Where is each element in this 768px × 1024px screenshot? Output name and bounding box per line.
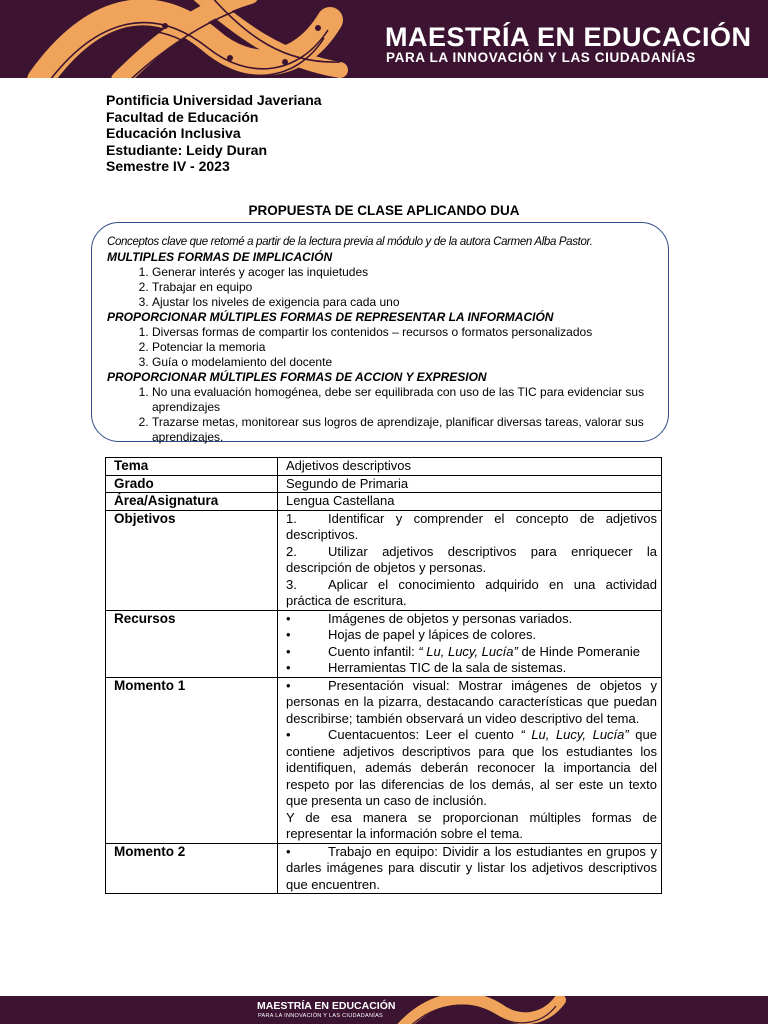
lesson-plan-table (105, 457, 662, 894)
section-heading: MULTIPLES FORMAS DE IMPLICACIÓN (107, 250, 333, 264)
list-item: 2. Potenciar la memoria (152, 340, 667, 355)
moment-paragraph: • Trabajo en equipo: Dividir a los estudiantes en grupos y darles imágenes para discutir y listar los adjetivos descriptivos que encuentren. (286, 843, 657, 892)
list-item: 2. Trazarse metas, monitorear sus logros de aprendizaje, planificar diversas tareas, valorar sus aprendizajes. (152, 415, 667, 445)
section-heading: PROPORCIONAR MÚLTIPLES FORMAS DE ACCION Y EXPRESION (107, 370, 487, 384)
row-value: Lengua Castellana (278, 493, 662, 511)
row-label: Momento 2 (106, 843, 278, 894)
resources-cell (278, 610, 662, 677)
table-row (106, 610, 662, 677)
row-value: Segundo de Primaria (278, 475, 662, 493)
section-list (107, 265, 667, 310)
table-row (106, 475, 662, 493)
resource-item: • Hojas de papel y lápices de colores. (286, 627, 537, 642)
table-row (106, 493, 662, 511)
objective-item: 1. Identificar y comprender el concepto de adjetivos descriptivos. (286, 510, 657, 542)
banner-subtitle: PARA LA INNOVACIÓN Y LAS CIUDADANÍAS (386, 50, 696, 65)
moment1-cell (278, 677, 662, 843)
list-item: 1. Diversas formas de compartir los contenidos – recursos o formatos personalizados (152, 325, 667, 340)
row-label: Objetivos (106, 510, 278, 610)
document-header (106, 92, 322, 175)
table-row (106, 677, 662, 843)
document-title: PROPUESTA DE CLASE APLICANDO DUA (248, 203, 520, 218)
concepts-intro: Conceptos clave que retomé a partir de la lectura previa al módulo y de la autora Carmen Alba Pastor. (107, 236, 593, 248)
list-item: 1. Generar interés y acoger las inquietudes (152, 265, 667, 280)
semester: Semestre IV - 2023 (106, 158, 230, 174)
list-item: 1. No una evaluación homogénea, debe ser equilibrada con uso de las TIC para evidenciar sus aprendizajes (152, 385, 667, 415)
resource-item: • Herramientas TIC de la sala de sistemas. (286, 660, 567, 675)
list-item: 2. Trabajar en equipo (152, 280, 667, 295)
moment-paragraph: • Cuentacuentos: Leer el cuento “ Lu, Lucy, Lucía” que contiene adjetivos descriptivos para que los estudiantes los identifiquen, además deberán reconocer la importancia del respeto por las diferencias de los demás, al ser este un texto que presenta un caso de inclusión. (286, 727, 657, 808)
footer-subtitle: PARA LA INNOVACIÓN Y LAS CIUDADANÍAS (258, 1013, 384, 1019)
section-heading: PROPORCIONAR MÚLTIPLES FORMAS DE REPRESENTAR LA INFORMACIÓN (107, 310, 554, 324)
banner-title: MAESTRÍA EN EDUCACIÓN (385, 22, 752, 52)
university-name: Pontificia Universidad Javeriana (106, 92, 322, 108)
table-row (106, 843, 662, 894)
resource-item: • Imágenes de objetos y personas variados. (286, 610, 573, 626)
row-label: Área/Asignatura (106, 493, 278, 511)
section-list (107, 325, 667, 370)
table-row (106, 458, 662, 476)
student-name: Estudiante: Leidy Duran (106, 141, 268, 158)
moment-paragraph: Y de esa manera se proporcionan múltiples formas de representar la información sobre el tema. (286, 809, 657, 841)
course-name: Educación Inclusiva (106, 125, 241, 141)
footer-title: MAESTRÍA EN EDUCACIÓN (257, 1000, 396, 1012)
top-banner (0, 0, 768, 78)
section-list (107, 385, 667, 445)
faculty-name: Facultad de Educación (106, 108, 259, 125)
moment2-cell (278, 843, 662, 894)
row-value: Adjetivos descriptivos (278, 458, 662, 476)
row-label: Tema (106, 458, 278, 476)
concepts-content (107, 235, 667, 445)
row-label: Recursos (106, 610, 278, 677)
list-item: 3. Ajustar los niveles de exigencia para cada uno (152, 295, 667, 310)
list-item: 3. Guía o modelamiento del docente (152, 355, 667, 370)
moment-paragraph: • Presentación visual: Mostrar imágenes de objetos y personas en la pizarra, destacando características que puedan describirse; también observará un video descriptivo del tema. (286, 677, 657, 726)
row-label: Momento 1 (106, 677, 278, 843)
objective-item: 3. Aplicar el conocimiento adquirido en una actividad práctica de escritura. (286, 576, 657, 608)
objectives-cell (278, 510, 662, 610)
table-row (106, 510, 662, 610)
footer-banner (0, 996, 768, 1024)
row-label: Grado (106, 475, 278, 493)
resource-item: • Cuento infantil: “ Lu, Lucy, Lucía” de Hinde Pomeranie (286, 643, 640, 659)
objective-item: 2. Utilizar adjetivos descriptivos para enriquecer la descripción de objetos y personas. (286, 543, 657, 575)
